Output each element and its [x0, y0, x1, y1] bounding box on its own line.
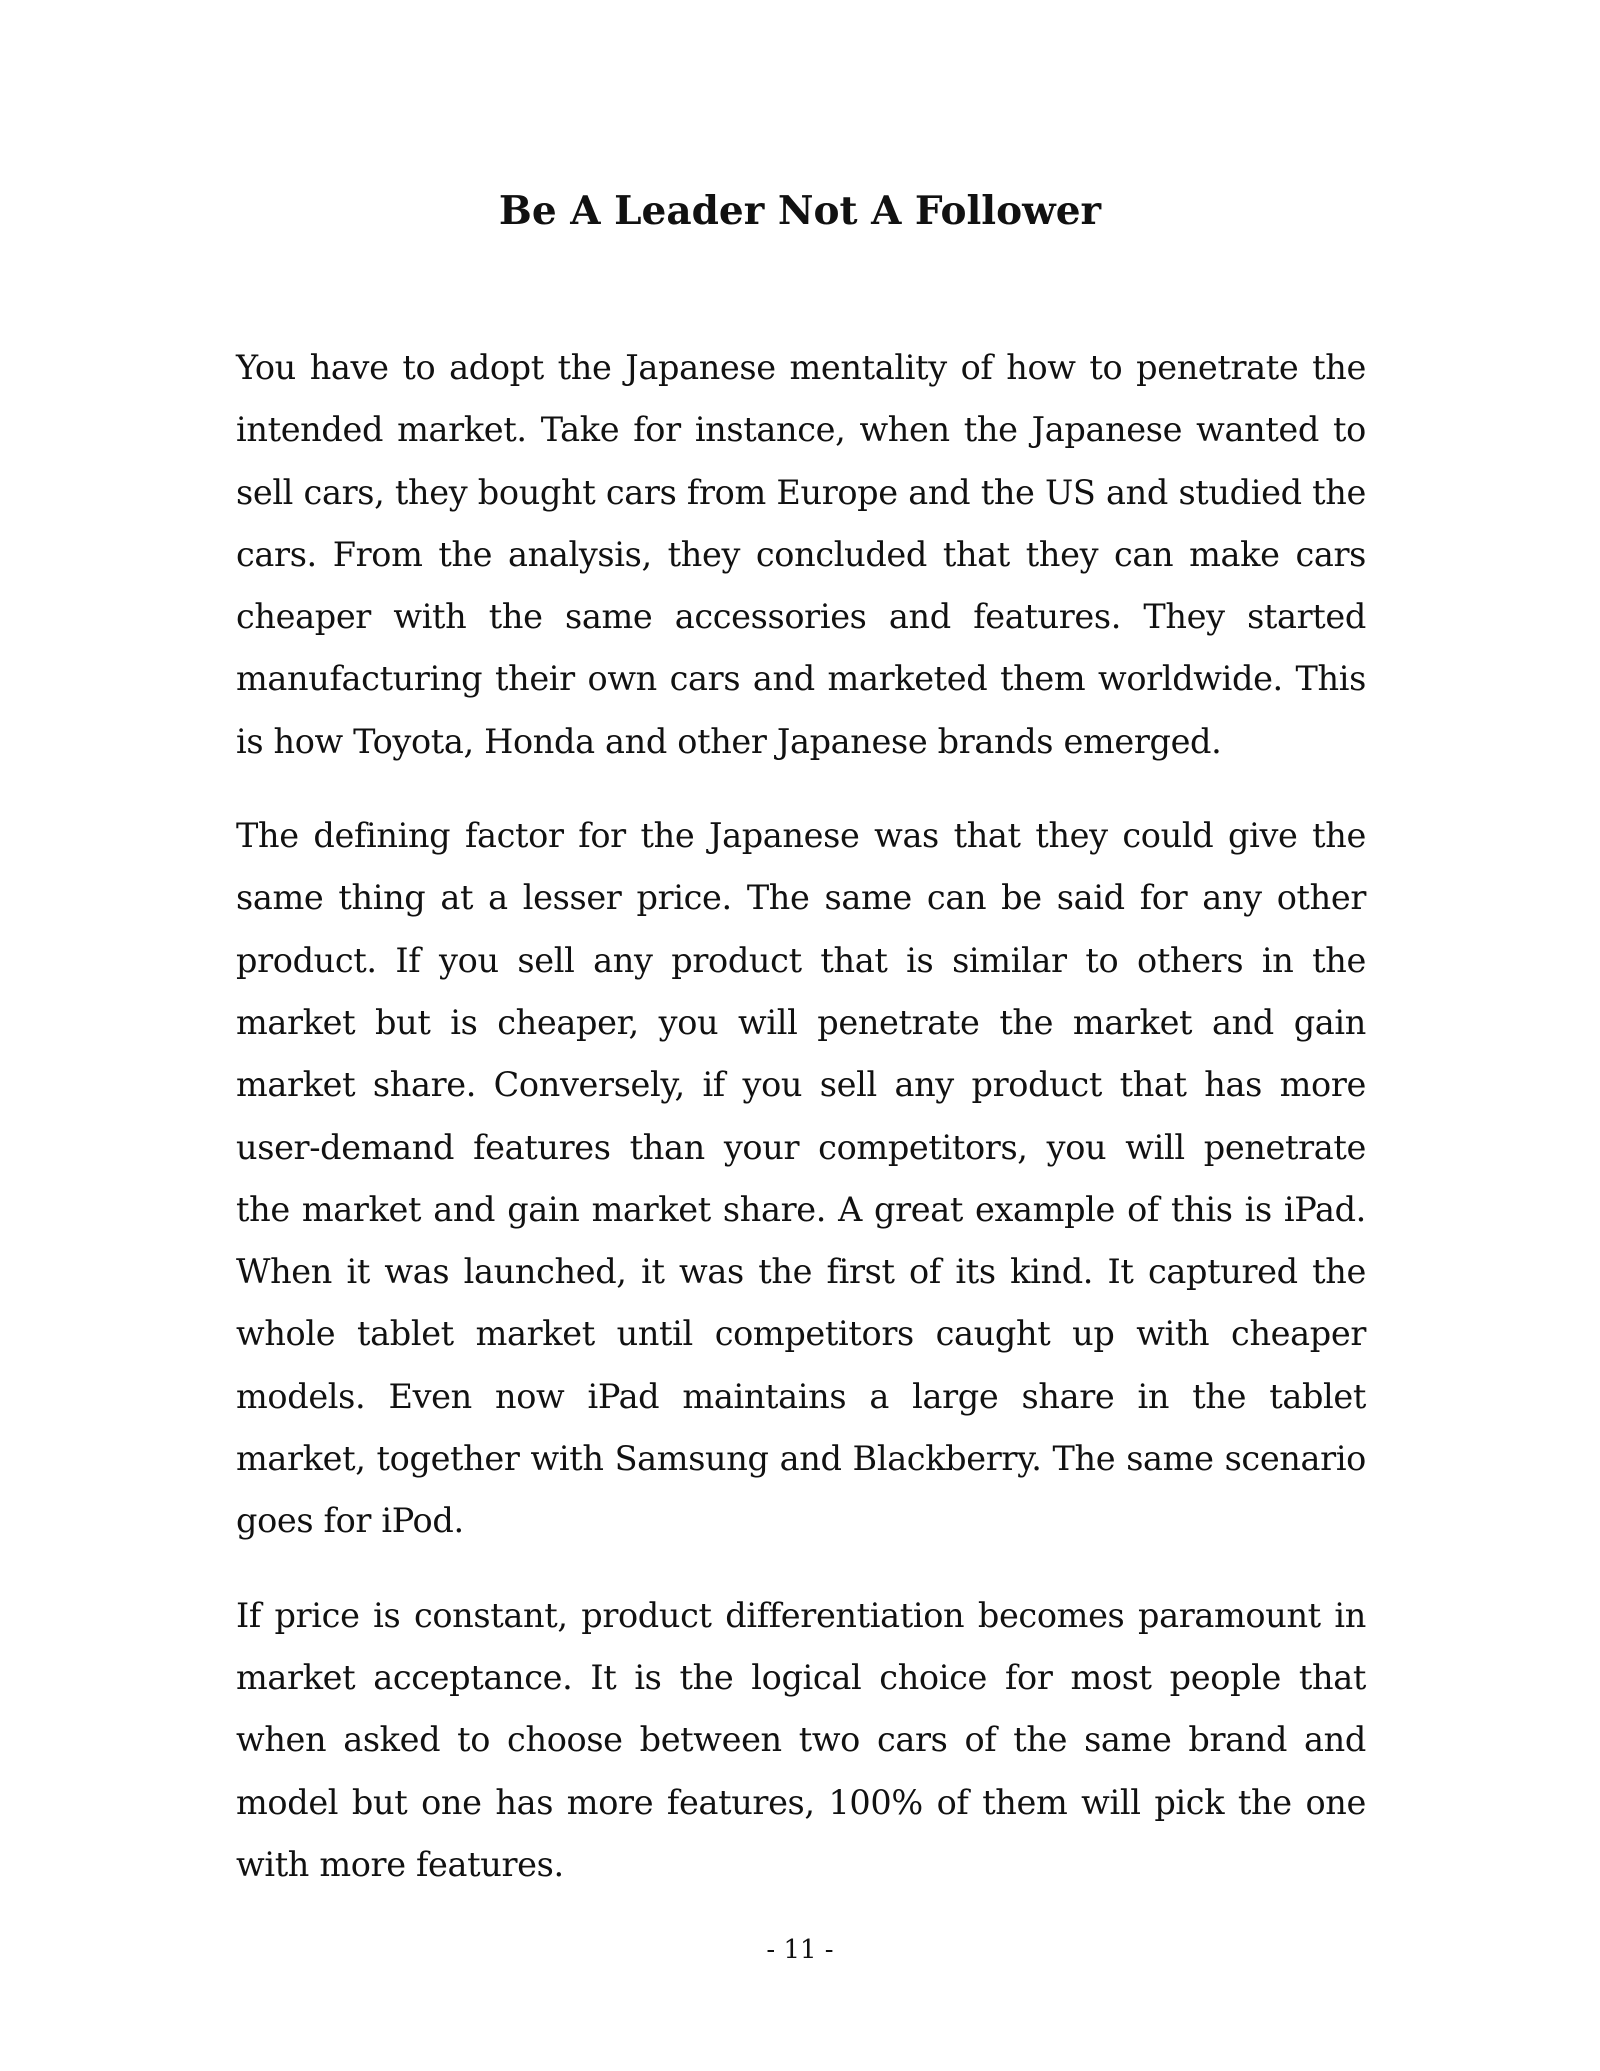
paragraph-1: You have to adopt the Japanese mentality of how to penetrate the intended market. Take for instance, when the Japanese wanted to sell cars, they bought cars from Europe and the US and studied the cars. From the analysis, they concluded that they can make cars cheaper with the same accessories and features. They started manufacturing their own cars and marketed them worldwide. This is how Toyota, Honda and other Japanese brands emerged. [236, 348, 1366, 761]
paragraph-2: The defining factor for the Japanese was that they could give the same thing at a lesser price. The same can be said for any other product. If you sell any product that is similar to others in the market but is cheaper, you will penetrate the market and gain market share. Conversely, if you sell any product that has more user-demand features than your competitors, you will penetrate the market and gain market share. A great example of this is iPad. When it was launched, it was the first of its kind. It captured the whole tablet market until competitors caught up with cheaper models. Even now iPad maintains a large share in the tablet market, together with Samsung and Blackberry. The same scenario goes for iPod. [236, 816, 1366, 1541]
body-text [236, 337, 1366, 1928]
page-number: - 11 - [766, 1935, 834, 1965]
paragraph-3: If price is constant, product differentiation becomes paramount in market acceptance. It is the logical choice for most people that when asked to choose between two cars of the same brand and model but one has more features, 100% of them will pick the one with more features. [236, 1595, 1366, 1884]
page-title: Be A Leader Not A Follower [498, 188, 1102, 234]
